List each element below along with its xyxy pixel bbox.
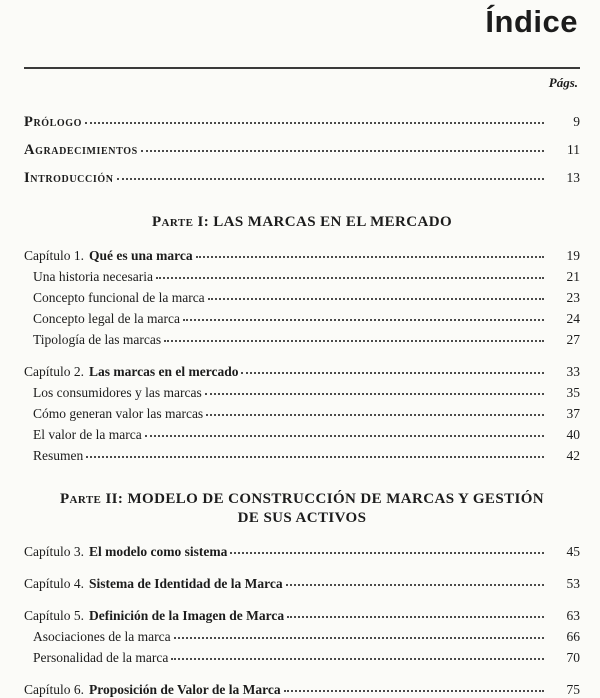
part-heading-line: Parte I: LAS MARCAS EN EL MERCADO — [151, 214, 453, 230]
part-heading — [24, 213, 580, 232]
chapter-subentry-label: Concepto funcional de la marca — [33, 290, 205, 305]
chapter-entry-row — [24, 607, 580, 624]
dot-leader — [174, 637, 544, 639]
front-matter-entry-row — [24, 113, 580, 131]
chapter-entry-title: Qué es una marca — [89, 248, 193, 263]
chapter-subentry-label: Asociaciones de la marca — [33, 629, 171, 644]
parts-section — [24, 213, 580, 698]
dot-leader — [117, 178, 544, 180]
chapter-entry-label — [24, 543, 227, 560]
dot-leader — [145, 435, 544, 437]
chapter-entry-title: El modelo como sistema — [89, 544, 228, 559]
chapter-entry-number: Capítulo 1. — [24, 248, 84, 263]
chapter-entry-number: Capítulo 6. — [24, 682, 84, 697]
chapter-subentry-label: Personalidad de la marca — [33, 650, 169, 665]
chapter-subentry-label: Tipología de las marcas — [33, 332, 162, 347]
dot-leader — [205, 393, 544, 395]
chapter-entry-title: Las marcas en el mercado — [89, 364, 239, 379]
chapter-subentry-row — [24, 405, 580, 422]
chapter-subentry-page: 35 — [566, 385, 580, 400]
dot-leader — [287, 616, 544, 618]
chapter-entry-page: 53 — [566, 576, 580, 591]
dot-leader — [286, 584, 544, 586]
chapter-subentry-page: 24 — [566, 311, 580, 326]
chapter-subentry-row — [24, 447, 580, 464]
chapter-subentry-row — [24, 310, 580, 327]
chapter-subentry-label: Concepto legal de la marca — [33, 311, 180, 326]
front-matter-entry-row — [24, 141, 580, 159]
dot-leader — [164, 340, 544, 342]
chapter-subentry-row — [24, 426, 580, 443]
chapter-entry-label — [24, 247, 193, 264]
chapter-subentry-row — [24, 628, 580, 645]
chapter-subentry-row — [24, 384, 580, 401]
dot-leader — [86, 456, 544, 458]
dot-leader — [206, 414, 544, 416]
chapter-subentry-label: Resumen — [33, 448, 84, 463]
chapter-subentry-label: El valor de la marca — [33, 427, 142, 442]
chapter-entry-label — [24, 681, 281, 698]
chapter-entry-label — [24, 363, 238, 380]
chapter-subentry-page: 37 — [566, 406, 580, 421]
chapter-entry-row — [24, 247, 580, 264]
dot-leader — [208, 298, 544, 300]
chapter-entry-title: Proposición de Valor de la Marca — [89, 682, 281, 697]
chapter-subentry-page: 27 — [566, 332, 580, 347]
part-heading — [24, 490, 580, 528]
front-matter-entry-page: 9 — [573, 114, 580, 129]
dot-leader — [141, 150, 544, 152]
chapter-subentry-row — [24, 331, 580, 348]
chapter-entry-row — [24, 543, 580, 560]
chapter-entry-label — [24, 607, 284, 624]
dot-leader — [171, 658, 544, 660]
chapter-subentry-page: 42 — [566, 448, 580, 463]
front-matter-section — [24, 113, 580, 187]
chapter-entry-number: Capítulo 4. — [24, 576, 84, 591]
chapter-subentry-row — [24, 289, 580, 306]
chapter-entry-row — [24, 575, 580, 592]
chapter-entry-row — [24, 681, 580, 698]
dot-leader — [196, 256, 544, 258]
dot-leader — [241, 372, 544, 374]
dot-leader — [183, 319, 544, 321]
chapter-entry-page: 45 — [566, 544, 580, 559]
front-matter-entry-label: Prólogo — [24, 114, 83, 130]
chapter-entry-number: Capítulo 5. — [24, 608, 84, 623]
chapter-entry-page: 63 — [566, 608, 580, 623]
dot-leader — [85, 122, 544, 124]
chapter-subentry-page: 40 — [566, 427, 580, 442]
chapter-subentry-page: 66 — [566, 629, 580, 644]
pages-column-header: Págs. — [548, 75, 578, 90]
dot-leader — [156, 277, 544, 279]
part-heading-line: Parte II: MODELO DE CONSTRUCCIÓN DE MARCAS Y GESTIÓN — [59, 491, 545, 507]
chapter-subentry-label: Los consumidores y las marcas — [33, 385, 202, 400]
part-heading-line: DE SUS ACTIVOS — [237, 510, 367, 526]
chapter-subentry-page: 23 — [566, 290, 580, 305]
chapter-subentry-page: 70 — [566, 650, 580, 665]
front-matter-entry-page: 11 — [567, 142, 580, 157]
chapter-entry-row — [24, 363, 580, 380]
chapter-entry-title: Sistema de Identidad de la Marca — [89, 576, 283, 591]
front-matter-entry-label: Agradecimientos — [24, 142, 138, 158]
chapter-subentry-label: Cómo generan valor las marcas — [33, 406, 204, 421]
dot-leader — [284, 690, 544, 692]
page-title: Índice — [485, 4, 578, 39]
front-matter-entry-row — [24, 169, 580, 187]
front-matter-entry-page: 13 — [566, 170, 580, 185]
dot-leader — [230, 552, 544, 554]
chapter-entry-page: 75 — [566, 682, 580, 697]
chapter-subentry-row — [24, 268, 580, 285]
chapter-entry-page: 19 — [566, 248, 580, 263]
chapter-subentry-page: 21 — [566, 269, 580, 284]
front-matter-entry-label: Introducción — [24, 170, 114, 186]
chapter-subentry-row — [24, 649, 580, 666]
chapter-entry-number: Capítulo 3. — [24, 544, 84, 559]
chapter-subentry-label: Una historia necesaria — [33, 269, 153, 284]
header-rule — [24, 67, 580, 69]
chapter-entry-title: Definición de la Imagen de Marca — [89, 608, 285, 623]
chapter-entry-page: 33 — [566, 364, 580, 379]
chapter-entry-label — [24, 575, 283, 592]
chapter-entry-number: Capítulo 2. — [24, 364, 84, 379]
